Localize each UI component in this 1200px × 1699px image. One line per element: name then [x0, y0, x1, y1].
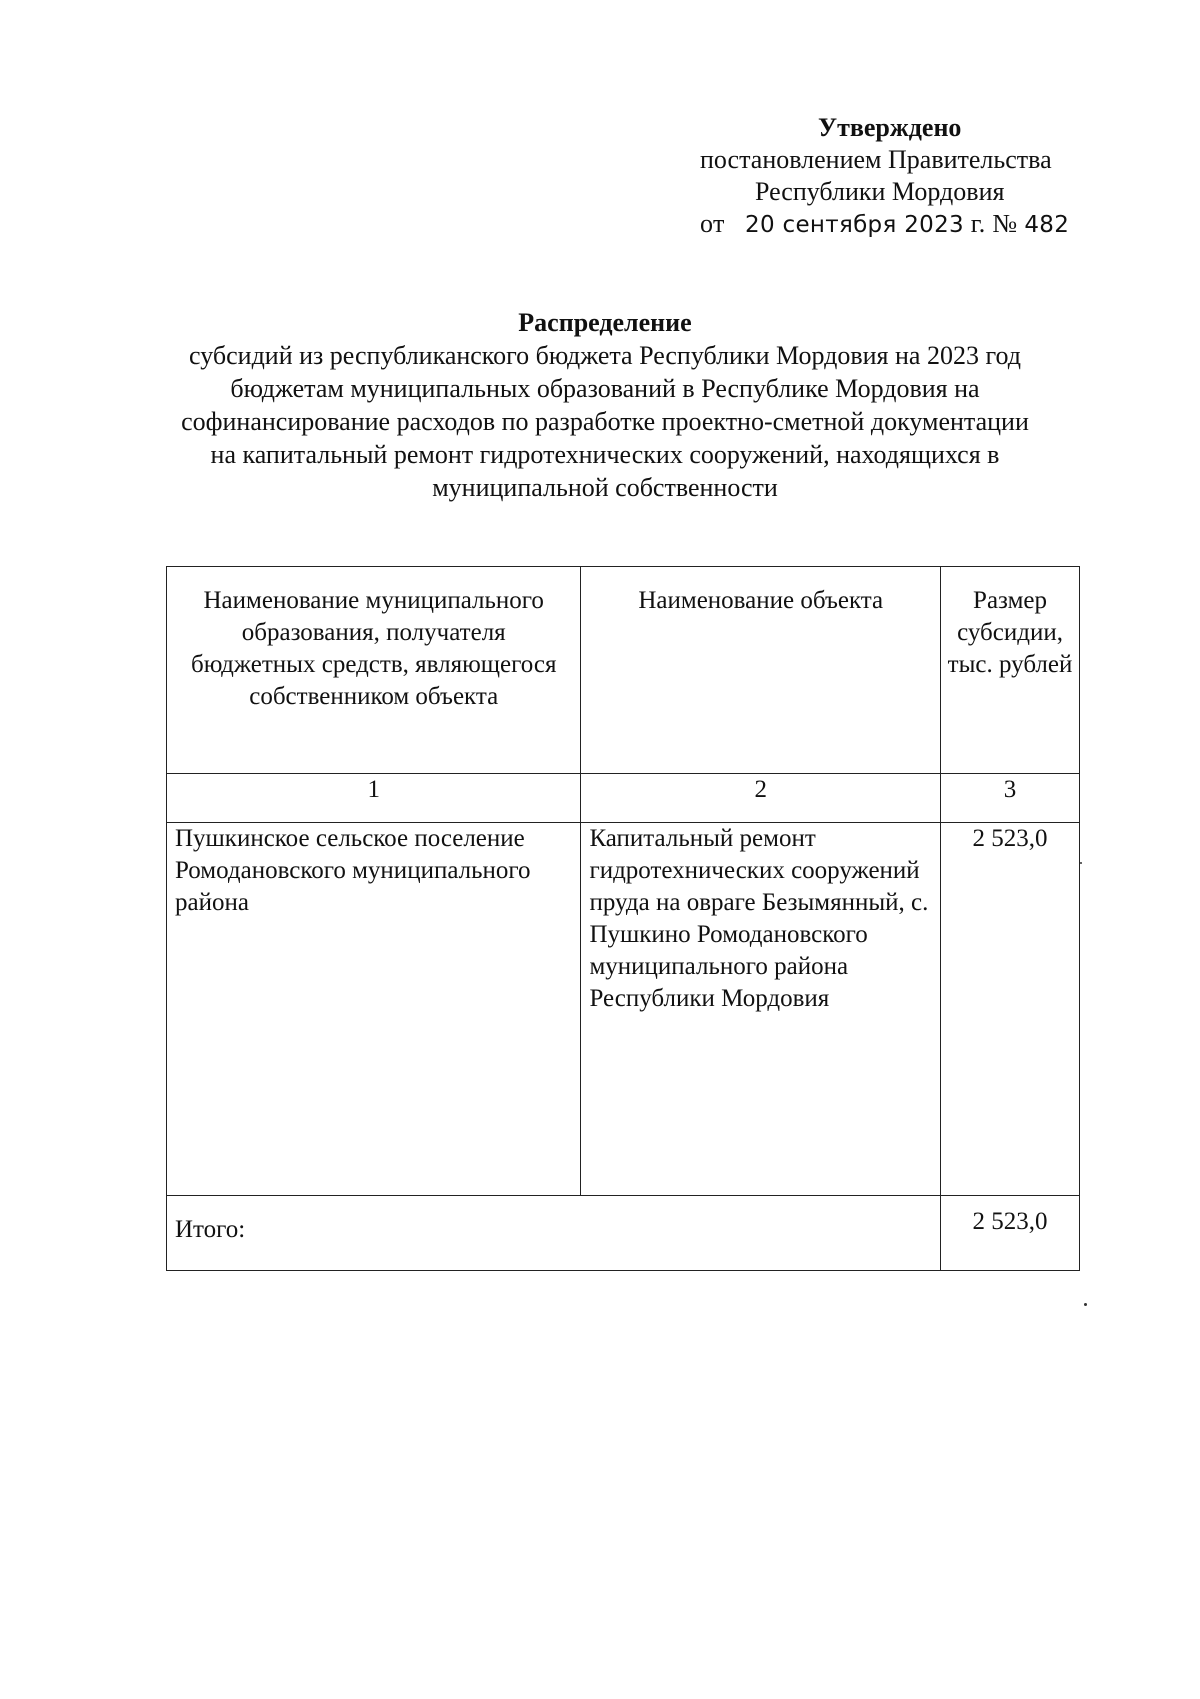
approval-line-republic: Республики Мордовия: [755, 177, 1005, 206]
header-amount: Размер субсидии, тыс. рублей: [941, 567, 1080, 774]
approval-date-prefix: от: [700, 209, 725, 238]
heading-line: субсидий из республиканского бюджета Республики Мордовия на 2023 год: [189, 341, 1021, 370]
subsidy-table: [166, 566, 1080, 1271]
table-header-row: [167, 567, 1080, 774]
approval-date-line: [700, 208, 1120, 241]
total-row: [167, 1196, 1080, 1271]
column-number: 1: [167, 774, 581, 823]
header-municipality: Наименование муниципального образования, получателя бюджетных средств, являющегося собственником объекта: [167, 567, 581, 774]
cell-municipality: Пушкинское сельское поселение Ромодановского муниципального района: [167, 823, 581, 1196]
approval-number: 482: [1024, 212, 1070, 238]
table-row: [167, 823, 1080, 1196]
column-number: 2: [581, 774, 941, 823]
heading-line: софинансирование расходов по разработке проектно-сметной документации: [181, 407, 1029, 436]
heading-line: на капитальный ремонт гидротехнических сооружений, находящихся в: [210, 440, 1000, 469]
approval-line-decree: постановлением Правительства: [700, 145, 1052, 174]
total-amount: 2 523,0: [941, 1196, 1080, 1271]
scan-speck: [1080, 862, 1082, 864]
total-label: Итого:: [167, 1196, 941, 1271]
heading-line: муниципальной собственности: [432, 473, 778, 502]
column-number: 3: [941, 774, 1080, 823]
scan-speck: [1084, 1303, 1087, 1306]
cell-object: Капитальный ремонт гидротехнических сооружений пруда на овраге Безымянный, с. Пушкино Ромодановского муниципального района Республики Мордовия: [581, 823, 941, 1196]
approval-date-mid: г. №: [970, 209, 1018, 238]
approval-date: 20 сентября 2023: [745, 212, 964, 238]
document-title: Распределение: [518, 308, 692, 337]
header-object: Наименование объекта: [581, 567, 941, 774]
approval-block: [700, 112, 1120, 241]
document-heading: [150, 306, 1060, 504]
approval-title: Утверждено: [818, 113, 962, 142]
heading-line: бюджетам муниципальных образований в Республике Мордовия на: [230, 374, 980, 403]
column-number-row: [167, 774, 1080, 823]
cell-amount: 2 523,0: [941, 823, 1080, 1196]
